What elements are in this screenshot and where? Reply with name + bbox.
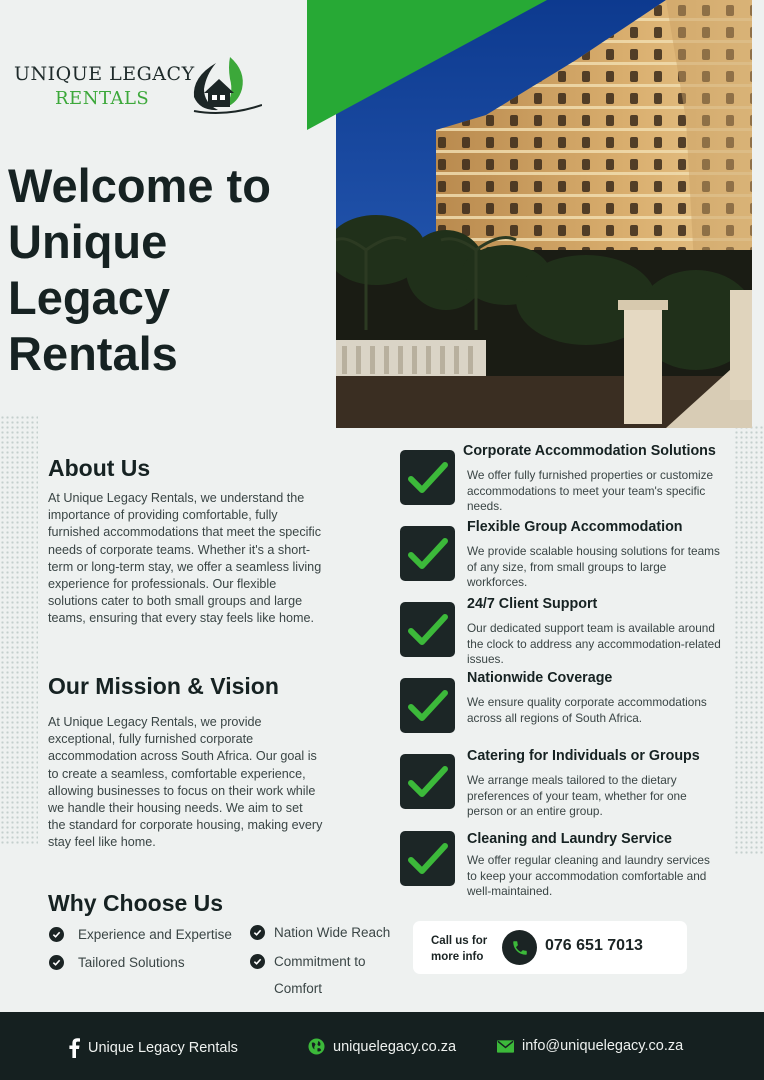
why-item-label: Experience and Expertise bbox=[78, 927, 232, 942]
why-heading: Why Choose Us bbox=[48, 890, 224, 916]
feature-description: We offer regular cleaning and laundry services to keep your accommodation comfortable and well-maintained. bbox=[467, 853, 710, 898]
phone-number[interactable]: 076 651 7013 bbox=[545, 937, 643, 954]
feature-description: We arrange meals tailored to the dietary preferences of your team, whether for one person or an entire group. bbox=[467, 773, 687, 818]
why-item bbox=[250, 925, 390, 940]
why-item-label: Commitment to Comfort bbox=[274, 954, 366, 996]
email-label: info@uniquelegacy.co.za bbox=[522, 1038, 684, 1054]
checkmark-box-icon bbox=[400, 754, 455, 809]
page-title: Welcome to Unique Legacy Rentals bbox=[8, 159, 271, 380]
feature-title: Corporate Accommodation Solutions bbox=[463, 443, 716, 459]
check-circle-icon bbox=[49, 955, 64, 970]
call-label: Call us for more info bbox=[431, 935, 488, 963]
website-link[interactable] bbox=[308, 1038, 456, 1055]
why-item-label: Tailored Solutions bbox=[78, 955, 185, 970]
feature-title: Catering for Individuals or Groups bbox=[467, 748, 700, 764]
about-text: At Unique Legacy Rentals, we understand the importance of providing comfortable, fully furnished accommodations that meet the specific needs of corporate teams. Whether it's a short-term or long-term stay, we offer a seamless living experience for professionals. Our flexible solutions cater to both small groups and large teams, ensuring that every stay feels like home. bbox=[48, 491, 322, 626]
feature-description: Our dedicated support team is available around the clock to address any accommodation-related issues. bbox=[467, 621, 721, 666]
call-box[interactable] bbox=[413, 921, 687, 974]
mission-heading: Our Mission & Vision bbox=[48, 673, 279, 699]
feature-title: Nationwide Coverage bbox=[467, 670, 613, 686]
checkmark-box-icon bbox=[400, 831, 455, 886]
feature-title: Cleaning and Laundry Service bbox=[467, 831, 672, 847]
email-link[interactable] bbox=[497, 1038, 683, 1054]
check-circle-icon bbox=[250, 954, 265, 969]
feature-description: We ensure quality corporate accommodations across all regions of South Africa. bbox=[467, 695, 707, 725]
green-accent-shape bbox=[307, 0, 547, 130]
why-item bbox=[250, 953, 384, 1002]
mail-icon bbox=[497, 1040, 514, 1053]
about-heading: About Us bbox=[48, 455, 151, 481]
logo-text-line1: UNIQUE LEGACY bbox=[14, 63, 195, 85]
brand-logo bbox=[12, 55, 272, 120]
feature-description: We offer fully furnished properties or customize accommodations to meet your team's specific needs. bbox=[467, 468, 714, 513]
feature-title: Flexible Group Accommodation bbox=[467, 519, 683, 535]
check-circle-icon bbox=[49, 927, 64, 942]
facebook-label: Unique Legacy Rentals bbox=[88, 1040, 238, 1056]
footer bbox=[0, 1012, 764, 1080]
checkmark-box-icon bbox=[400, 526, 455, 581]
why-item bbox=[49, 927, 232, 942]
feature-title: 24/7 Client Support bbox=[467, 596, 598, 612]
house-leaf-icon bbox=[186, 55, 262, 115]
why-item bbox=[49, 955, 185, 970]
logo-text-line2: RENTALS bbox=[55, 88, 150, 109]
dot-pattern-right bbox=[734, 425, 764, 855]
checkmark-box-icon bbox=[400, 450, 455, 505]
phone-icon[interactable] bbox=[502, 930, 537, 965]
globe-icon bbox=[308, 1038, 325, 1055]
website-label: uniquelegacy.co.za bbox=[333, 1038, 457, 1055]
checkmark-box-icon bbox=[400, 602, 455, 657]
feature-description: We provide scalable housing solutions for teams of any size, from small groups to large workforces. bbox=[467, 544, 720, 589]
facebook-link[interactable] bbox=[68, 1038, 238, 1058]
facebook-icon bbox=[68, 1038, 80, 1058]
check-circle-icon bbox=[250, 925, 265, 940]
dot-pattern-left bbox=[0, 415, 38, 845]
why-item-label: Nation Wide Reach bbox=[274, 925, 391, 940]
mission-text: At Unique Legacy Rentals, we provide exceptional, fully furnished corporate accommodation across South Africa. Our goal is to create a seamless, comfortable experience, allowing businesses to focus on their work while we handle their housing needs. We aim to set the standard for corporate housing, making every stay feel like home. bbox=[48, 715, 323, 850]
checkmark-box-icon bbox=[400, 678, 455, 733]
